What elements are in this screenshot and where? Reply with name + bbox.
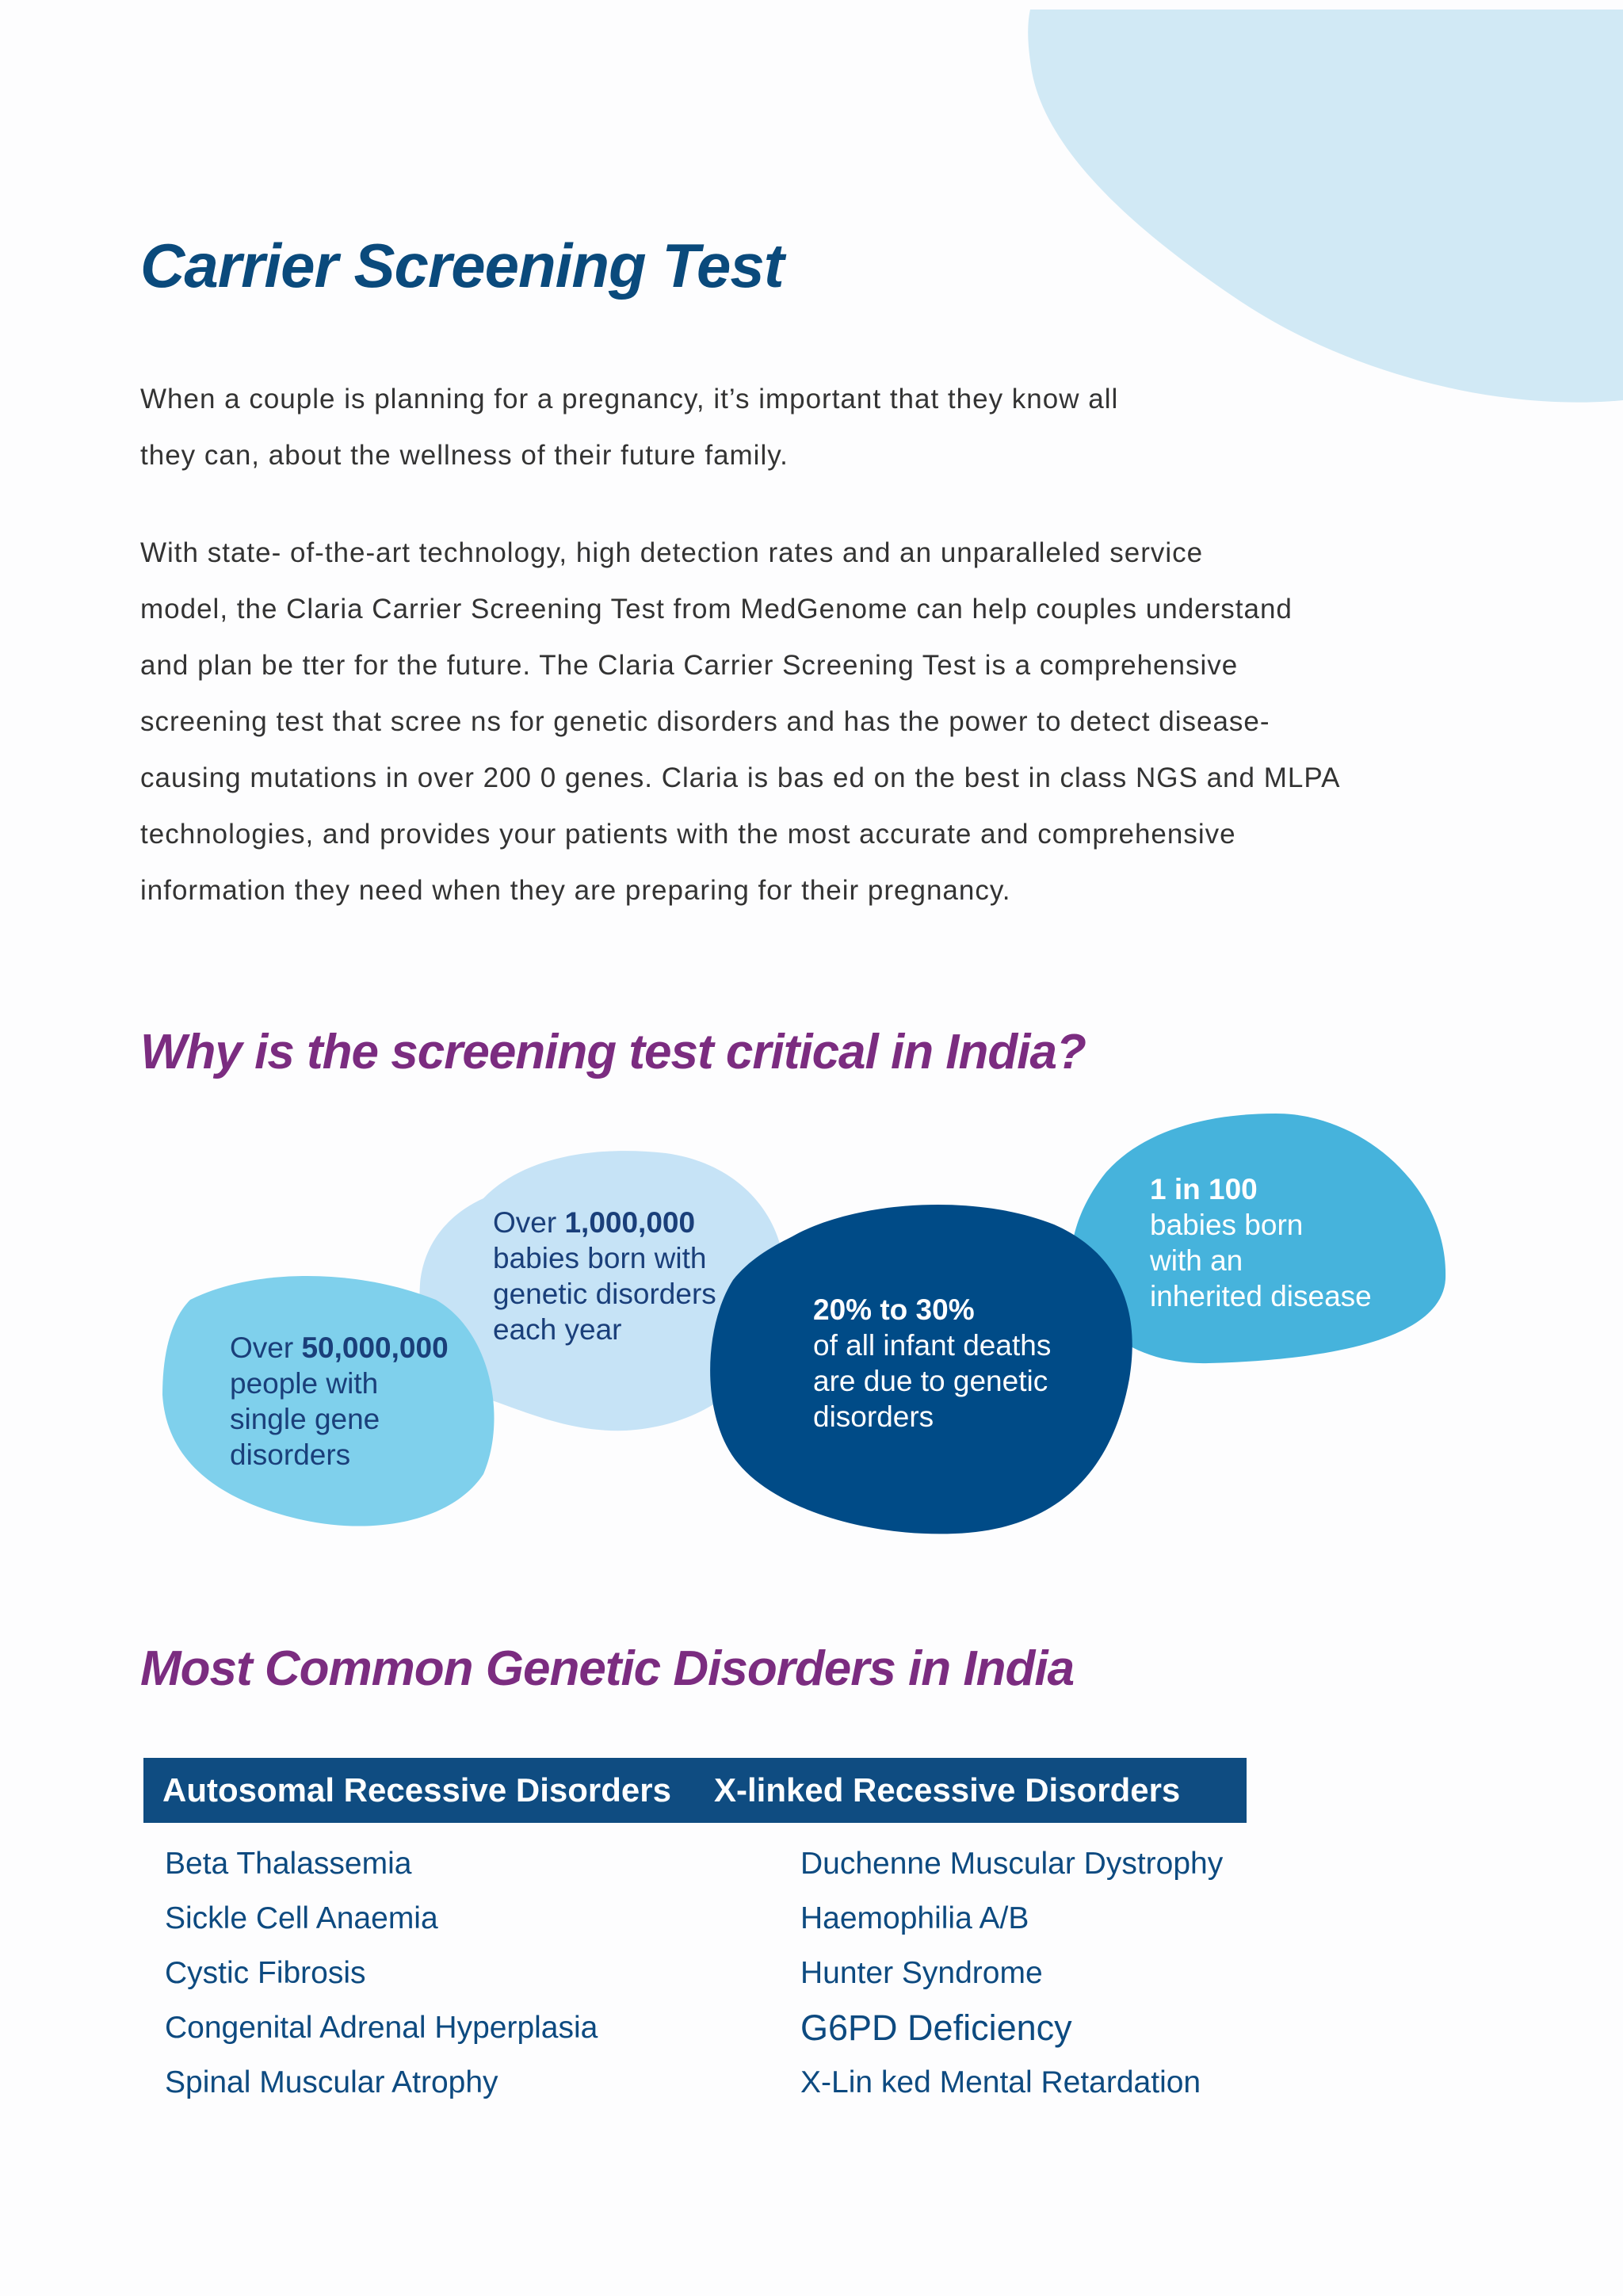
- autosomal-disorders-list: [165, 1848, 598, 2122]
- stat-line: disorders: [230, 1438, 351, 1471]
- stat-line: with an: [1150, 1244, 1243, 1277]
- decorative-blob: [1014, 0, 1623, 412]
- stat-headline: [230, 1330, 449, 1366]
- stat-line: are due to genetic: [813, 1365, 1048, 1397]
- stat-headline: [813, 1292, 1051, 1328]
- stat-prefix: Over: [493, 1206, 565, 1239]
- stat-value: 1 in 100: [1150, 1173, 1258, 1205]
- paragraph-line: When a couple is planning for a pregnancy, it’s important that they know all: [140, 384, 1119, 415]
- paragraph-line: model, the Claria Carrier Screening Test from MedGenome can help couples understand: [140, 594, 1293, 625]
- stat-line: people with: [230, 1367, 379, 1400]
- intro-paragraph-1: [140, 371, 1392, 483]
- list-item: Congenital Adrenal Hyperplasia: [165, 2011, 598, 2045]
- stat-line: genetic disorders: [493, 1278, 716, 1310]
- list-item: Duchenne Muscular Dystrophy: [800, 1847, 1224, 1881]
- stat-infant-deaths: [813, 1292, 1051, 1435]
- stat-value: 20% to 30%: [813, 1293, 975, 1326]
- column-header-x-linked: X-linked Recessive Disorders: [714, 1771, 1181, 1809]
- stat-headline: [493, 1205, 716, 1240]
- stat-line: of all infant deaths: [813, 1329, 1052, 1362]
- paragraph-line: With state- of-the-art technology, high detection rates and an unparalleled service: [140, 537, 1204, 568]
- paragraph-line: they can, about the wellness of their future family.: [140, 440, 789, 471]
- paragraph-line: and plan be tter for the future. The Claria Carrier Screening Test is a comprehensive: [140, 650, 1239, 681]
- list-item: Spinal Muscular Atrophy: [165, 2065, 498, 2099]
- stat-prefix: Over: [230, 1331, 302, 1364]
- stat-babies-born: [493, 1205, 716, 1347]
- page-title: Carrier Screening Test: [140, 231, 784, 300]
- list-item: Cystic Fibrosis: [165, 1956, 366, 1990]
- stat-bubbles: [0, 1094, 1623, 1553]
- disorders-heading: Most Common Genetic Disorders in India: [140, 1641, 1075, 1696]
- stat-value: 50,000,000: [301, 1331, 449, 1364]
- list-item: Beta Thalassemia: [165, 1847, 412, 1881]
- list-item: G6PD Deficiency: [800, 2008, 1072, 2048]
- stat-headline: [1150, 1171, 1372, 1207]
- list-item: X-Lin ked Mental Retardation: [800, 2065, 1201, 2099]
- column-header-autosomal: Autosomal Recessive Disorders: [162, 1771, 671, 1809]
- stat-line: babies born: [1150, 1209, 1304, 1241]
- stat-value: 1,000,000: [564, 1206, 696, 1239]
- stat-line: single gene: [230, 1403, 380, 1435]
- stat-line: disorders: [813, 1400, 934, 1433]
- stat-line: inherited disease: [1150, 1280, 1372, 1312]
- stat-population: [230, 1330, 449, 1473]
- paragraph-line: information they need when they are preparing for their pregnancy.: [140, 875, 1011, 906]
- why-heading: Why is the screening test critical in India?: [140, 1025, 1086, 1079]
- paragraph-line: technologies, and provides your patients with the most accurate and comprehensive: [140, 819, 1236, 850]
- list-item: Hunter Syndrome: [800, 1956, 1043, 1990]
- stat-line: babies born with: [493, 1242, 707, 1274]
- stat-line: each year: [493, 1313, 622, 1346]
- list-item: Haemophilia A/B: [800, 1901, 1029, 1935]
- disorders-table-header: [143, 1758, 1247, 1823]
- paragraph-line: screening test that scree ns for genetic disorders and has the power to detect disease-: [140, 706, 1270, 737]
- x-linked-disorders-list: [800, 1848, 1223, 2122]
- paragraph-line: causing mutations in over 200 0 genes. Claria is bas ed on the best in class NGS and MLPA: [140, 762, 1341, 793]
- list-item: Sickle Cell Anaemia: [165, 1901, 438, 1935]
- stat-inherited-disease: [1150, 1171, 1372, 1314]
- intro-paragraph-2: [140, 525, 1424, 919]
